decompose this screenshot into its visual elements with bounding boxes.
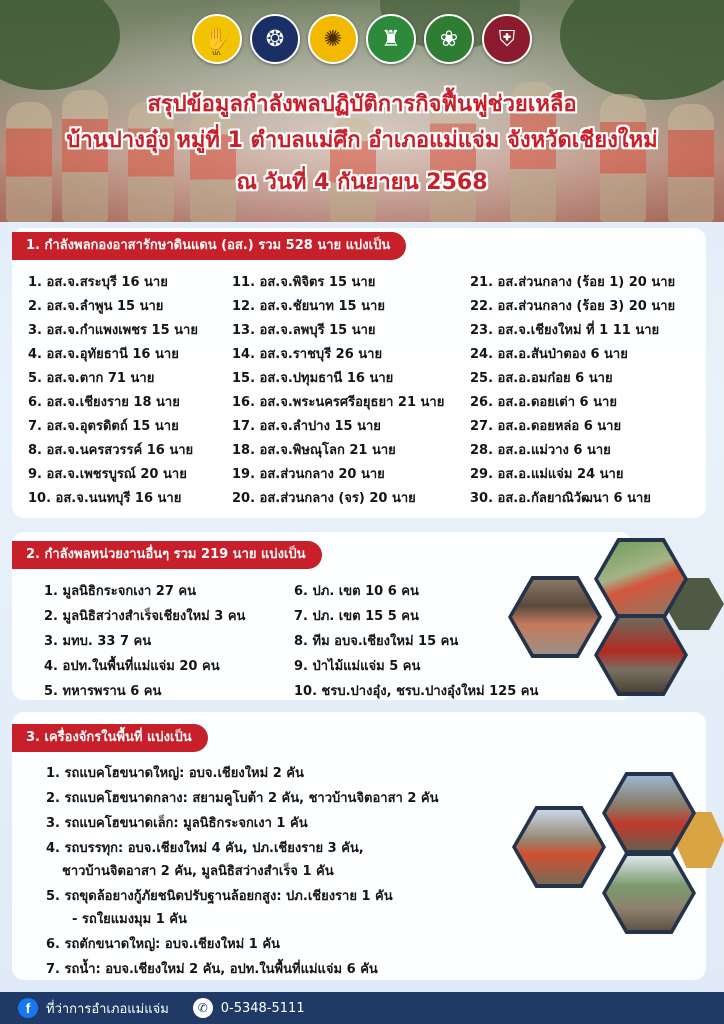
list-item: 16. อส.จ.พระนครศรีอยุธยา 21 นาย <box>232 395 445 410</box>
agency-logos <box>0 14 724 64</box>
footer-bar <box>0 992 724 1024</box>
section-3-heading: 3. เครื่องจักรในพื้นที่ แบ่งเป็น <box>12 724 208 752</box>
list-item: 2. รถแบคโฮขนาดกลาง: สยามคูโบต้า 2 คัน, ชาวบ้านจิตอาสา 2 คัน <box>46 791 439 806</box>
list-item: ชาวบ้านจิตอาสา 2 คัน, มูลนิธิสว่างสำเร็จ 1 คัน <box>62 864 334 879</box>
list-item: 3. มทบ. 33 7 คน <box>44 634 152 649</box>
list-item: 29. อส.อ.แม่แจ่ม 24 นาย <box>470 467 624 482</box>
list-item: 5. อส.จ.ตาก 71 นาย <box>28 371 155 386</box>
list-item: 9. อส.จ.เพชรบูรณ์ 20 นาย <box>28 467 187 482</box>
list-item: 9. ป่าไม้แม่แจ่ม 5 คน <box>294 659 421 674</box>
list-item: 27. อส.อ.ดอยหล่อ 6 นาย <box>470 419 622 434</box>
facebook-page-link[interactable]: ที่ว่าการอำเภอแม่แจ่ม <box>46 1001 169 1017</box>
list-item: 5. รถขุดล้อยางกู้ภัยชนิดปรับฐานล้อยกสูง: ปภ.เชียงราย 1 คัน <box>46 889 393 904</box>
list-item: 21. อส.ส่วนกลาง (ร้อย 1) 20 นาย <box>470 275 676 290</box>
list-item: 26. อส.อ.ดอยเต่า 6 นาย <box>470 395 617 410</box>
list-item: 6. อส.จ.เชียงราย 18 นาย <box>28 395 180 410</box>
facebook-icon: f <box>18 998 38 1018</box>
page-title-line-2: บ้านปางอุ๋ง หมู่ที่ 1 ตำบลแม่ศึก อำเภอแม่แจ่ม จังหวัดเชียงใหม่ <box>66 128 658 153</box>
list-item: 10. ชรบ.ปางอุ๋ง, ชรบ.ปางอุ๋งใหม่ 125 คน <box>294 684 539 699</box>
list-item: 12. อส.จ.ชัยนาท 15 นาย <box>232 299 385 314</box>
list-item: 23. อส.จ.เชียงใหม่ ที่ 1 11 นาย <box>470 323 660 338</box>
list-item: 10. อส.จ.นนทบุรี 16 นาย <box>28 491 182 506</box>
list-item: 6. รถตักขนาดใหญ่: อบจ.เชียงใหม่ 1 คัน <box>46 937 280 952</box>
header-banner <box>0 0 724 222</box>
page-title-date: ณ วันที่ 4 กันยายน 2568 <box>236 170 488 195</box>
list-item: 28. อส.อ.แม่วาง 6 นาย <box>470 443 611 458</box>
list-item: 1. อส.จ.สระบุรี 16 นาย <box>28 275 168 290</box>
list-item: 7. รถน้ำ: อบจ.เชียงใหม่ 2 คัน, อปท.ในพื้นที่แม่แจ่ม 6 คัน <box>46 962 378 977</box>
list-item: 24. อส.อ.สันป่าตอง 6 นาย <box>470 347 628 362</box>
list-item: 3. อส.จ.กำแพงเพชร 15 นาย <box>28 323 198 338</box>
list-item: 4. อปท.ในพื้นที่แม่แจ่ม 20 คน <box>44 659 220 674</box>
garuda-emblem-icon: ✺ <box>308 14 358 64</box>
list-item: 4. รถบรรทุก: อบจ.เชียงใหม่ 4 คัน, ปภ.เชียงราย 3 คัน, <box>46 841 364 856</box>
page-title-line-1: สรุปข้อมูลกำลังพลปฏิบัติการกิจฟื้นฟูช่วยเหลือ <box>147 92 577 117</box>
list-item: 1. มูลนิธิกระจกเงา 27 คน <box>44 584 197 599</box>
list-item: 2. อส.จ.ลำพูน 15 นาย <box>28 299 164 314</box>
list-item: 15. อส.จ.ปทุมธานี 16 นาย <box>232 371 394 386</box>
list-item: - รถใยแมงมุม 1 คัน <box>72 912 187 927</box>
naga-emblem-icon: ❂ <box>250 14 300 64</box>
section-1-heading: 1. กำลังพลกองอาสารักษาดินแดน (อส.) รวม 528 นาย แบ่งเป็น <box>12 232 406 260</box>
list-item: 5. ทหารพราน 6 คน <box>44 684 162 699</box>
list-item: 22. อส.ส่วนกลาง (ร้อย 3) 20 นาย <box>470 299 676 314</box>
list-item: 17. อส.จ.ลำปาง 15 นาย <box>232 419 381 434</box>
list-item: 30. อส.อ.กัลยาณิวัฒนา 6 นาย <box>470 491 651 506</box>
phone-number: 0-5348-5111 <box>220 1000 305 1016</box>
list-item: 8. ทีม อบจ.เชียงใหม่ 15 คน <box>294 634 459 649</box>
hand-emblem-icon: ✋ ปภ. <box>192 14 242 64</box>
list-item: 13. อส.จ.ลพบุรี 15 นาย <box>232 323 376 338</box>
list-item: 19. อส.ส่วนกลาง 20 นาย <box>232 467 385 482</box>
list-item: 2. มูลนิธิสว่างสำเร็จเชียงใหม่ 3 คน <box>44 609 246 624</box>
list-item: 20. อส.ส่วนกลาง (จร) 20 นาย <box>232 491 416 506</box>
list-item: 1. รถแบคโฮขนาดใหญ่: อบจ.เชียงใหม่ 2 คัน <box>46 766 304 781</box>
list-item: 14. อส.จ.ราชบุรี 26 นาย <box>232 347 383 362</box>
list-item: 25. อส.อ.อมก๋อย 6 นาย <box>470 371 613 386</box>
list-item: 8. อส.จ.นครสวรรค์ 16 นาย <box>28 443 194 458</box>
list-item: 7. ปภ. เขต 15 5 คน <box>294 609 419 624</box>
section-2-heading: 2. กำลังพลหน่วยงานอื่นๆ รวม 219 นาย แบ่งเป็น <box>12 541 322 569</box>
list-item: 11. อส.จ.พิจิตร 15 นาย <box>232 275 376 290</box>
list-item: 7. อส.จ.อุตรดิตถ์ 15 นาย <box>28 419 179 434</box>
list-item: 4. อส.จ.อุทัยธานี 16 นาย <box>28 347 179 362</box>
red-shield-icon: ⛨ <box>482 14 532 64</box>
elephant-seal-icon: ❀ <box>424 14 474 64</box>
phone-icon: ✆ <box>193 998 213 1018</box>
list-item: 18. อส.จ.พิษณุโลก 21 นาย <box>232 443 396 458</box>
list-item: 6. ปภ. เขต 10 6 คน <box>294 584 419 599</box>
list-item: 3. รถแบคโฮขนาดเล็ก: มูลนิธิกระจกเงา 1 คัน <box>46 816 308 831</box>
green-crest-icon: ♜ <box>366 14 416 64</box>
